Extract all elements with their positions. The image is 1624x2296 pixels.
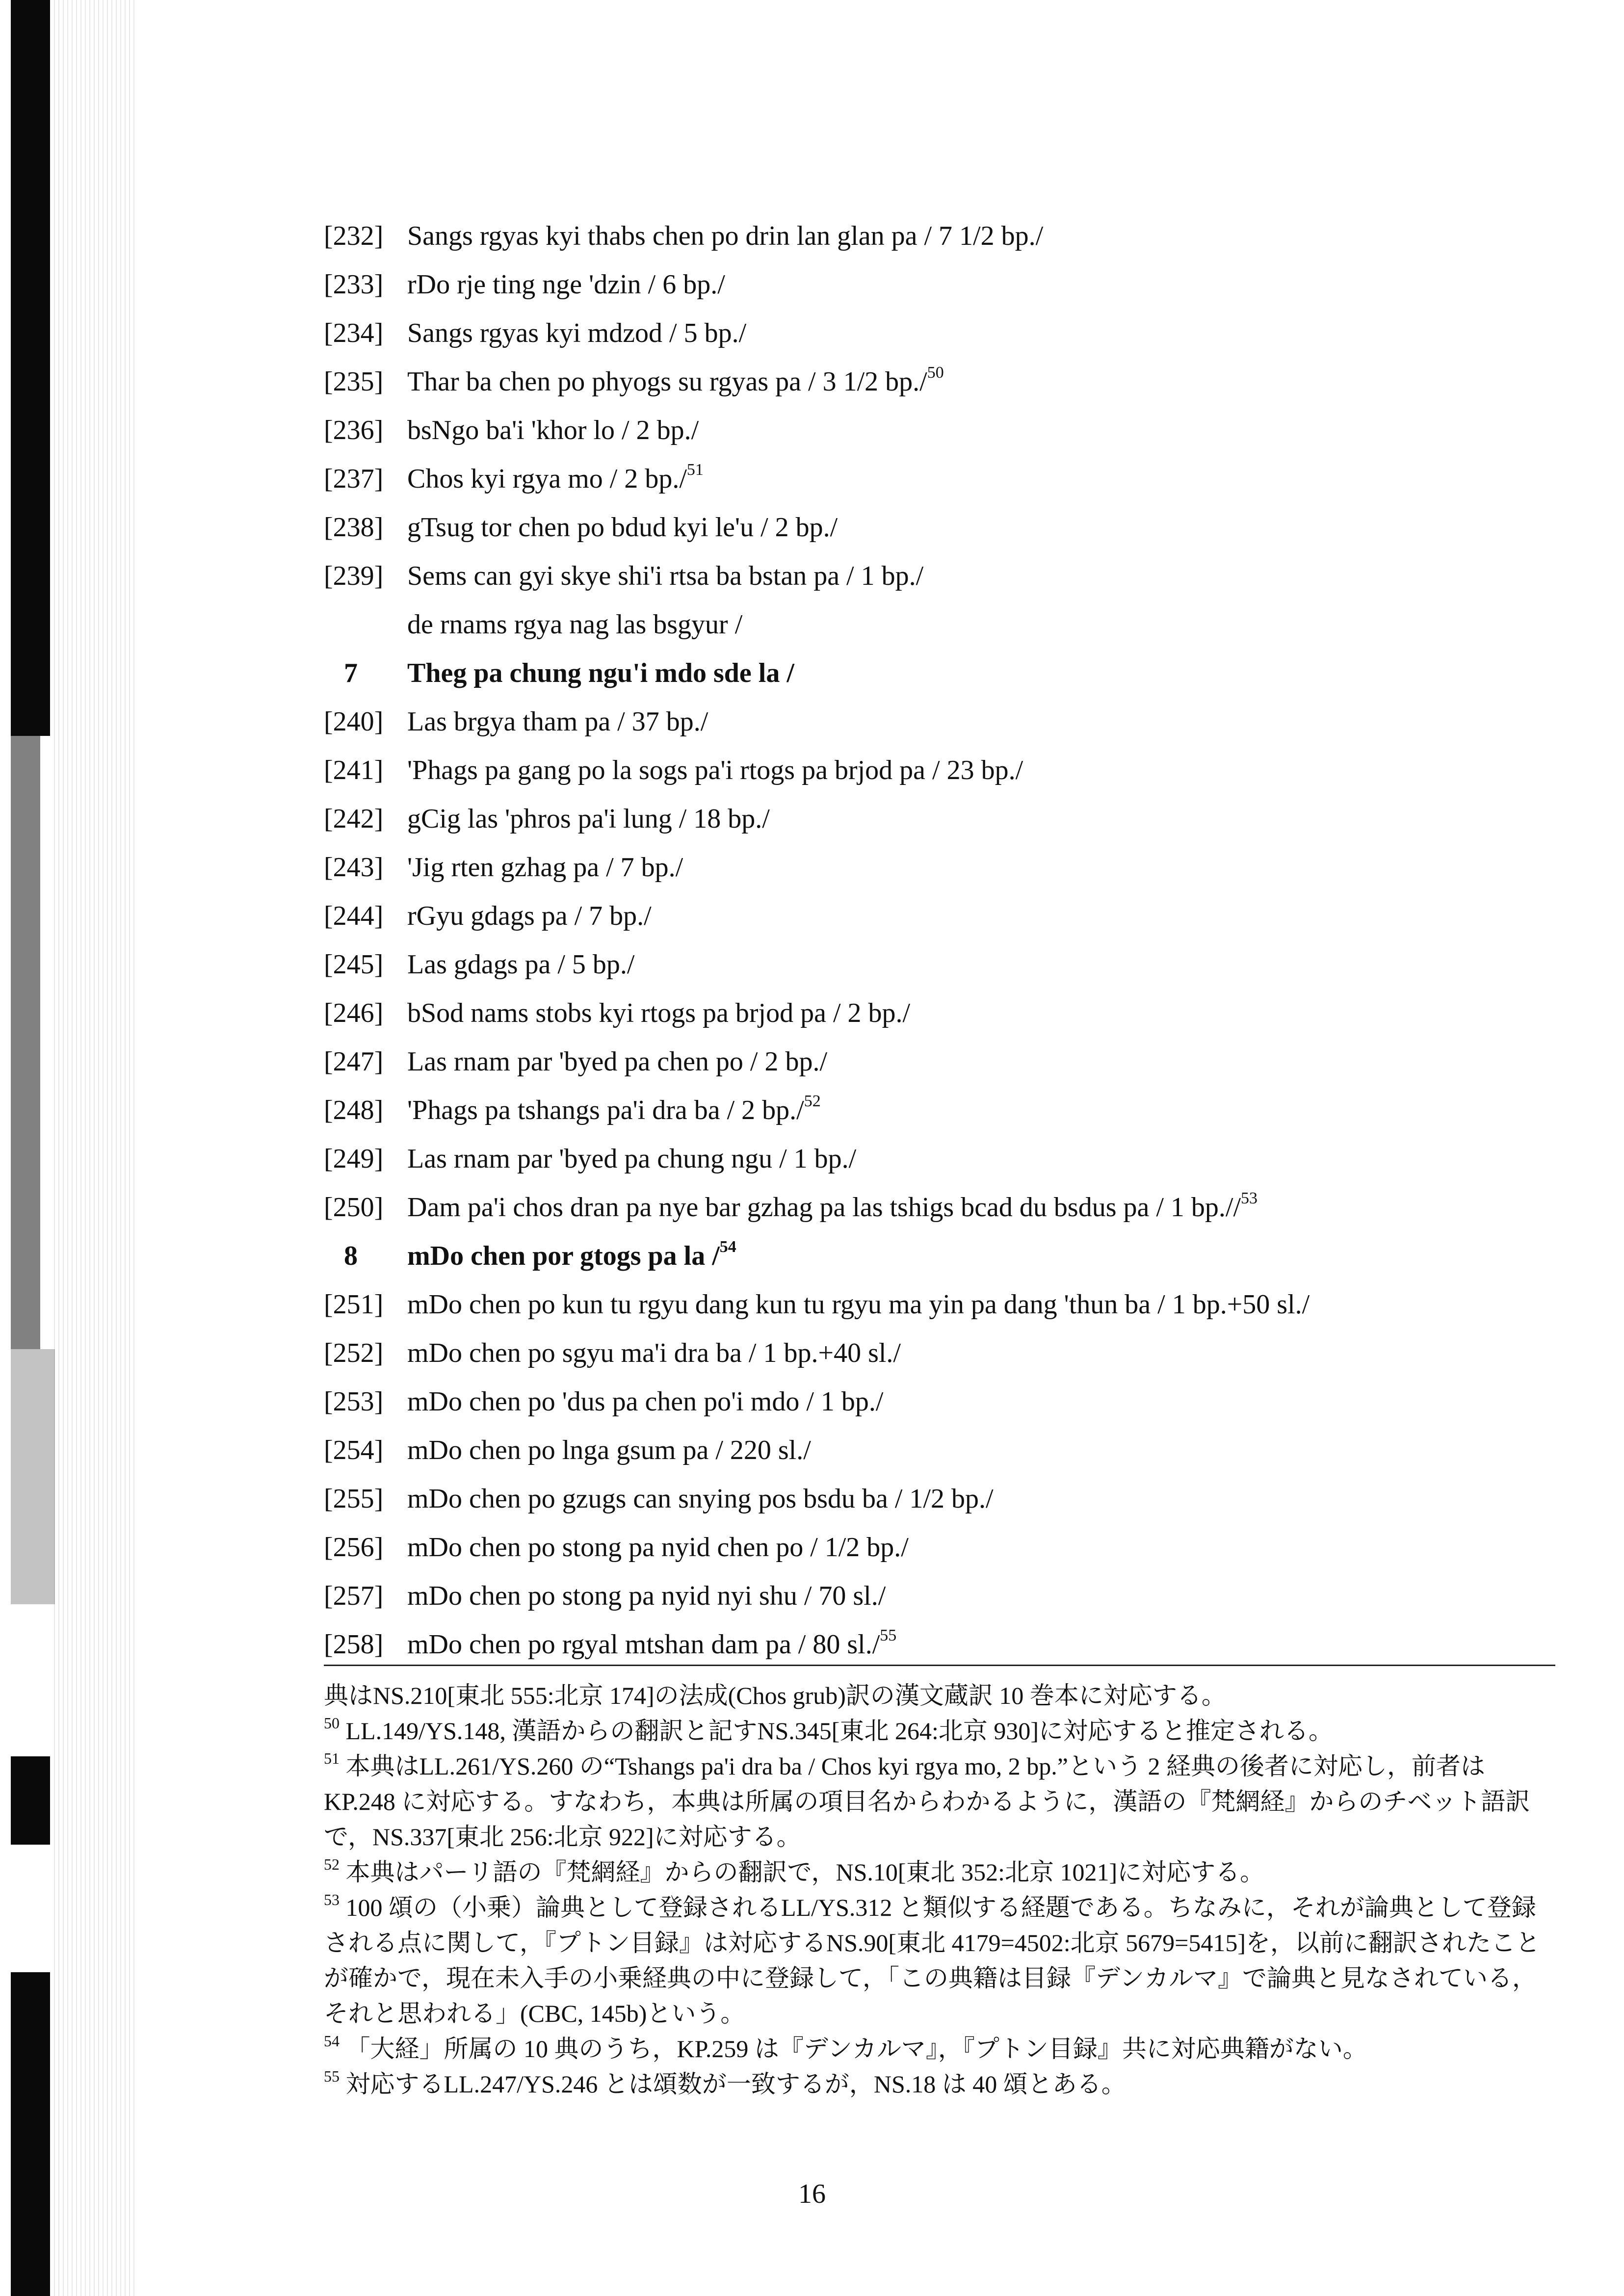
entry-title: Las rnam par 'byed pa chen po / 2 bp./ — [407, 1046, 828, 1077]
entry-number: [237] — [324, 464, 384, 494]
entry-number: 7 — [344, 658, 358, 688]
entry-title: mDo chen po kun tu rgyu dang kun tu rgyu ma yin pa dang 'thun ba / 1 bp.+50 sl./ — [407, 1289, 1310, 1320]
entry-number: [243] — [324, 852, 384, 883]
entry-text — [407, 940, 634, 989]
footnote — [324, 2066, 1550, 2102]
footnote — [324, 1678, 1550, 1713]
entry-title: Las gdags pa / 5 bp./ — [407, 949, 635, 980]
entry-number: [252] — [324, 1338, 384, 1368]
entry-title: mDo chen po 'dus pa chen po'i mdo / 1 bp./ — [407, 1386, 884, 1417]
entry-text — [407, 1280, 1310, 1329]
entry-text — [407, 1038, 827, 1086]
catalog-entry — [324, 989, 1560, 1038]
footnote-mark: 52 — [324, 1855, 340, 1873]
entry-title: Theg pa chung ngu'i mdo sde la / — [407, 658, 794, 688]
catalog-entry — [324, 1475, 1560, 1523]
entry-title: mDo chen po stong pa nyid chen po / 1/2 bp./ — [407, 1532, 909, 1563]
footnote-text: 100 頌の（小乗）論典として登録されるLL/YS.312 と類似する経題である。ちなみに，それが論典として登録される点に関して，『プトン目録』は対応するNS.90[東北 4179=4502:北京 5679=5415]を，以前に翻訳されたことが確かで，現在未入手の小乗経典の中に登録して，「この典籍は目録『デンカルマ』で論典と見なされている，それと思われる」(CBC, 145b)という。 — [324, 1894, 1541, 2027]
catalog-entry — [324, 1620, 1560, 1669]
footnote-ref: 52 — [804, 1092, 821, 1110]
entry-title: gTsug tor chen po bdud kyi le'u / 2 bp./ — [407, 512, 838, 543]
catalog-entry — [324, 600, 1560, 649]
entry-number: [256] — [324, 1532, 384, 1563]
page-number: 16 — [798, 2179, 826, 2209]
catalog-entry — [324, 892, 1560, 940]
entry-text — [407, 795, 770, 843]
entry-title: Sangs rgyas kyi mdzod / 5 bp./ — [407, 318, 747, 348]
footnote-text: LL.149/YS.148, 漢語からの翻訳と記すNS.345[東北 264:北京 930]に対応すると推定される。 — [345, 1717, 1333, 1745]
entry-text — [407, 1183, 1257, 1232]
footnote-text: 典はNS.210[東北 555:北京 174]の法成(Chos grub)訳の漢文蔵訳 10 巻本に対応する。 — [324, 1682, 1226, 1709]
entry-number: [257] — [324, 1581, 384, 1611]
catalog-entry — [324, 746, 1560, 795]
entry-text — [407, 649, 794, 698]
catalog-entry — [324, 1183, 1560, 1232]
entry-title: 'Phags pa tshangs pa'i dra ba / 2 bp./ — [407, 1095, 804, 1125]
entry-title: Sems can gyi skye shi'i rtsa ba bstan pa / 1 bp./ — [407, 561, 924, 591]
entry-text — [407, 1086, 821, 1135]
entry-text — [407, 892, 652, 940]
entry-title: bsNgo ba'i 'khor lo / 2 bp./ — [407, 415, 699, 445]
footnote-mark: 50 — [324, 1714, 340, 1732]
entry-title: de rnams rgya nag las bsgyur / — [407, 609, 743, 640]
catalog-entry — [324, 406, 1560, 455]
footnotes — [324, 1678, 1550, 2102]
entry-text — [407, 358, 944, 406]
entry-text — [407, 1232, 736, 1280]
catalog-entry-list — [324, 212, 1560, 1669]
entry-number: [236] — [324, 415, 384, 445]
entry-title: bSod nams stobs kyi rtogs pa brjod pa / 2 bp./ — [407, 998, 911, 1028]
entry-text — [407, 503, 838, 552]
catalog-entry — [324, 1038, 1560, 1086]
footnote — [324, 1748, 1550, 1854]
entry-title: rDo rje ting nge 'dzin / 6 bp./ — [407, 269, 725, 300]
catalog-entry — [324, 1086, 1560, 1135]
catalog-entry — [324, 940, 1560, 989]
entry-text — [407, 1426, 811, 1475]
entry-number: [249] — [324, 1144, 384, 1174]
footnote-text: 本典はパーリ語の『梵網経』からの翻訳で，NS.10[東北 352:北京 1021]に対応する。 — [345, 1858, 1265, 1886]
entry-text — [407, 1572, 886, 1620]
entry-text — [407, 698, 708, 746]
entry-number: [254] — [324, 1435, 384, 1465]
catalog-entry — [324, 795, 1560, 843]
footnote — [324, 1713, 1550, 1748]
footnote-ref: 54 — [719, 1238, 736, 1256]
footnote-text: 対応するLL.247/YS.246 とは頌数が一致するが，NS.18 は 40 頌とある。 — [345, 2070, 1126, 2098]
entry-title: mDo chen po sgyu ma'i dra ba / 1 bp.+40 sl./ — [407, 1338, 901, 1368]
footnote — [324, 1890, 1550, 2031]
entry-text — [407, 552, 923, 600]
catalog-entry — [324, 1426, 1560, 1475]
footnote-ref: 53 — [1241, 1189, 1258, 1207]
catalog-entry — [324, 358, 1560, 406]
entry-title: 'Jig rten gzhag pa / 7 bp./ — [407, 852, 683, 883]
entry-number: [242] — [324, 804, 384, 834]
entry-text — [407, 406, 699, 455]
footnote-mark: 54 — [324, 2032, 340, 2050]
entry-title: Las rnam par 'byed pa chung ngu / 1 bp./ — [407, 1144, 857, 1174]
entry-text — [407, 1475, 994, 1523]
entry-number: [247] — [324, 1046, 384, 1077]
scan-artifact-lines — [54, 0, 137, 2296]
entry-title: rGyu gdags pa / 7 bp./ — [407, 901, 652, 931]
footnote-mark: 53 — [324, 1891, 340, 1908]
footnote-ref: 50 — [927, 364, 944, 382]
footnote-text: 「大経」所属の 10 典のうち，KP.259 は『デンカルマ』，『プトン目録』共に対応典籍がない。 — [345, 2035, 1367, 2062]
catalog-entry — [324, 503, 1560, 552]
catalog-entry — [324, 552, 1560, 600]
catalog-entry — [324, 261, 1560, 309]
entry-number: [241] — [324, 755, 384, 785]
entry-number: [233] — [324, 269, 384, 300]
footnote — [324, 2031, 1550, 2066]
entry-text — [407, 309, 746, 358]
entry-number: 8 — [344, 1241, 358, 1271]
section-heading — [324, 1232, 1560, 1280]
footnote-text: 本典はLL.261/YS.260 の“Tshangs pa'i dra ba / Chos kyi rgya mo, 2 bp.”という 2 経典の後者に対応し，前者はKP.248 に対応する。すなわち，本典は所属の項目名からわかるように，漢語の『梵網経』からのチベット語訳で，NS.337[東北 256:北京 922]に対応する。 — [324, 1752, 1530, 1851]
entry-number: [258] — [324, 1629, 384, 1660]
entry-text — [407, 455, 704, 503]
entry-number: [244] — [324, 901, 384, 931]
entry-text — [407, 261, 725, 309]
entry-text — [407, 1135, 856, 1183]
entry-text — [407, 1329, 901, 1378]
entry-number: [246] — [324, 998, 384, 1028]
entry-number: [240] — [324, 706, 384, 737]
catalog-entry — [324, 1523, 1560, 1572]
entry-number: [235] — [324, 366, 384, 397]
catalog-entry — [324, 455, 1560, 503]
entry-text — [407, 843, 683, 892]
entry-title: mDo chen po rgyal mtshan dam pa / 80 sl./ — [407, 1629, 880, 1660]
entry-number: [255] — [324, 1484, 384, 1514]
section-heading — [324, 649, 1560, 698]
entry-title: Sangs rgyas kyi thabs chen po drin lan glan pa / 7 1/2 bp./ — [407, 221, 1044, 251]
entry-title: Chos kyi rgya mo / 2 bp./ — [407, 464, 687, 494]
entry-number: [253] — [324, 1386, 384, 1417]
footnote-ref: 55 — [880, 1626, 897, 1644]
scan-artifact — [11, 1756, 50, 1845]
entry-title: mDo chen po stong pa nyid nyi shu / 70 sl./ — [407, 1581, 886, 1611]
entry-text — [407, 1620, 896, 1669]
catalog-entry — [324, 843, 1560, 892]
footnote-ref: 51 — [686, 461, 704, 479]
entry-title: Dam pa'i chos dran pa nye bar gzhag pa las tshigs bcad du bsdus pa / 1 bp.// — [407, 1192, 1241, 1223]
footnote-divider — [324, 1665, 1555, 1666]
entry-title: mDo chen po lnga gsum pa / 220 sl./ — [407, 1435, 811, 1465]
entry-title: 'Phags pa gang po la sogs pa'i rtogs pa brjod pa / 23 bp./ — [407, 755, 1023, 785]
footnote-mark: 51 — [324, 1749, 340, 1767]
entry-number: [245] — [324, 949, 384, 980]
scan-artifact — [11, 1972, 50, 2296]
scan-artifact — [11, 736, 40, 1349]
catalog-entry — [324, 212, 1560, 261]
entry-number: [250] — [324, 1192, 384, 1223]
catalog-entry — [324, 698, 1560, 746]
entry-text — [407, 1523, 909, 1572]
catalog-entry — [324, 1280, 1560, 1329]
scan-artifact — [11, 0, 50, 736]
footnote-mark: 55 — [324, 2067, 340, 2085]
entry-number: [232] — [324, 221, 384, 251]
entry-number: [238] — [324, 512, 384, 543]
entry-number: [239] — [324, 561, 384, 591]
catalog-entry — [324, 309, 1560, 358]
entry-number: [251] — [324, 1289, 384, 1320]
entry-title: mDo chen por gtogs pa la / — [407, 1241, 720, 1271]
entry-text — [407, 1378, 883, 1426]
entry-number: [234] — [324, 318, 384, 348]
footnote — [324, 1854, 1550, 1890]
catalog-entry — [324, 1329, 1560, 1378]
scan-artifact — [11, 1349, 55, 1604]
entry-title: gCig las 'phros pa'i lung / 18 bp./ — [407, 804, 770, 834]
catalog-entry — [324, 1572, 1560, 1620]
entry-title: Las brgya tham pa / 37 bp./ — [407, 706, 708, 737]
entry-text — [407, 989, 910, 1038]
entry-title: Thar ba chen po phyogs su rgyas pa / 3 1/2 bp./ — [407, 366, 927, 397]
entry-text — [407, 212, 1043, 261]
catalog-entry — [324, 1135, 1560, 1183]
entry-text — [407, 746, 1023, 795]
entry-text — [407, 600, 742, 649]
entry-title: mDo chen po gzugs can snying pos bsdu ba / 1/2 bp./ — [407, 1484, 994, 1514]
catalog-entry — [324, 1378, 1560, 1426]
entry-number: [248] — [324, 1095, 384, 1125]
